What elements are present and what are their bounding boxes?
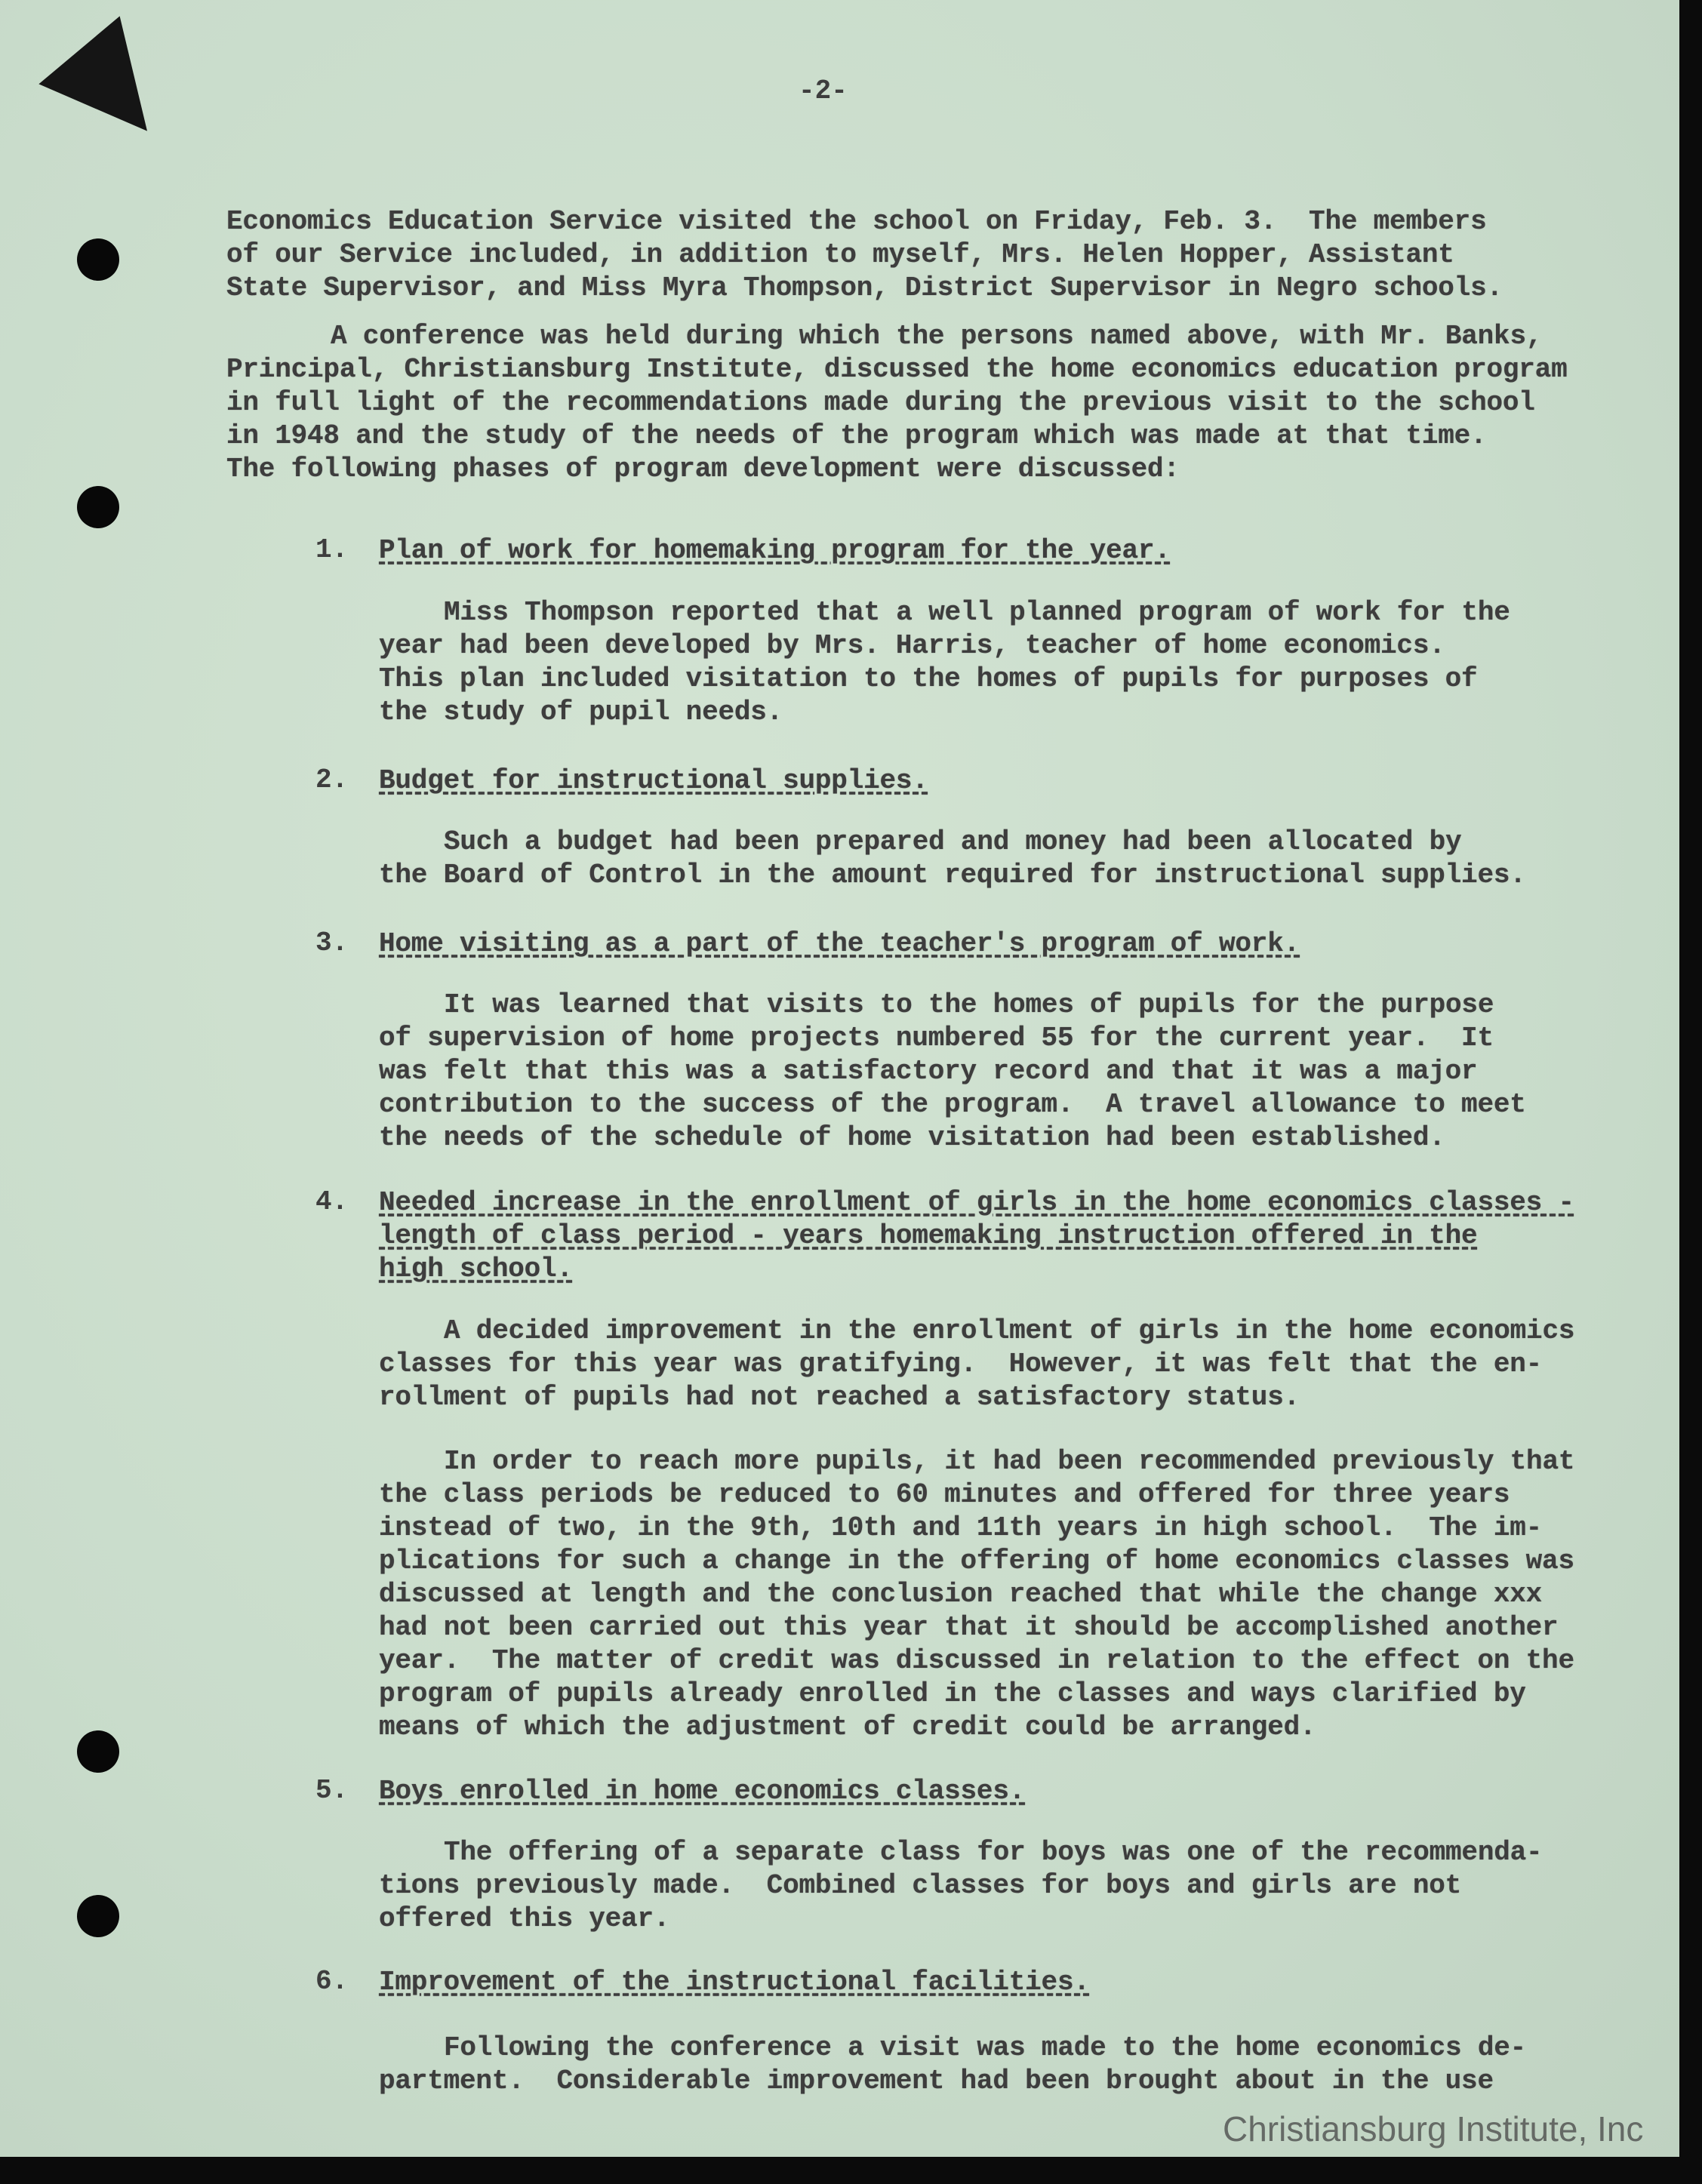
text-line: year. The matter of credit was discussed in relation to the effect on the — [379, 1645, 1574, 1676]
paragraph-intro — [226, 205, 1503, 305]
item-number: 1. — [315, 534, 349, 565]
text-line: instead of two, in the 9th, 10th and 11th years in high school. The im- — [379, 1512, 1543, 1543]
text-line: had not been carried out this year that it should be accomplished another — [379, 1612, 1559, 1643]
text-line: the class periods be reduced to 60 minutes and offered for three years — [379, 1479, 1510, 1510]
item-body — [379, 2032, 1526, 2098]
text-line: discussed at length and the conclusion reached that while the change xxx — [379, 1579, 1543, 1610]
text-line: Principal, Christiansburg Institute, discussed the home economics education program — [226, 354, 1568, 385]
text-line: in 1948 and the study of the needs of the program which was made at that time. — [226, 420, 1487, 451]
item-heading — [379, 764, 928, 798]
text-line: Budget for instructional supplies. — [379, 765, 928, 796]
item-body — [379, 1315, 1574, 1414]
text-line: Home visiting as a part of the teacher's program of work. — [379, 928, 1300, 959]
text-line: classes for this year was gratifying. However, it was felt that the en- — [379, 1349, 1543, 1380]
text-line: Plan of work for homemaking program for the year. — [379, 535, 1171, 566]
item-heading — [379, 927, 1300, 961]
text-line: The offering of a separate class for boys was one of the recommenda- — [444, 1837, 1543, 1868]
text-line: contribution to the success of the program. A travel allowance to meet — [379, 1089, 1526, 1120]
text-line: offered this year. — [379, 1903, 670, 1934]
item-number: 4. — [315, 1186, 349, 1217]
item-heading — [379, 534, 1171, 568]
text-line: In order to reach more pupils, it had been recommended previously that — [444, 1446, 1575, 1477]
text-line: the needs of the schedule of home visitation had been established. — [379, 1122, 1445, 1153]
text-line: of our Service included, in addition to myself, Mrs. Helen Hopper, Assistant — [226, 239, 1454, 270]
text-line: Miss Thompson reported that a well planned program of work for the — [444, 597, 1510, 628]
text-line: year had been developed by Mrs. Harris, teacher of home economics. — [379, 630, 1445, 661]
page-number: -2- — [799, 75, 848, 106]
text-line: means of which the adjustment of credit could be arranged. — [379, 1712, 1316, 1743]
punch-hole — [77, 1730, 119, 1773]
text-line: Such a budget had been prepared and money had been allocated by — [444, 826, 1462, 857]
punch-hole — [77, 1895, 119, 1937]
item-number: 2. — [315, 764, 349, 795]
text-line: high school. — [379, 1253, 573, 1284]
text-line: The following phases of program development were discussed: — [226, 454, 1180, 484]
text-line: of supervision of home projects numbered 55 for the current year. It — [379, 1023, 1494, 1054]
item-heading — [379, 1966, 1090, 1999]
item-heading — [379, 1186, 1574, 1286]
paragraph-conference — [226, 320, 1568, 486]
text-line: length of class period - years homemaking instruction offered in the — [379, 1220, 1478, 1251]
text-line: Following the conference a visit was made to the home economics de- — [444, 2032, 1527, 2063]
text-line: in full light of the recommendations made during the previous visit to the school — [226, 387, 1535, 418]
item-body — [379, 1445, 1574, 1744]
item-body — [379, 826, 1526, 892]
item-number: 6. — [315, 1966, 349, 1997]
item-body — [379, 1836, 1542, 1936]
text-line: State Supervisor, and Miss Myra Thompson, District Supervisor in Negro schools. — [226, 272, 1503, 303]
text-line: This plan included visitation to the homes of pupils for purposes of — [379, 663, 1478, 694]
text-line: A decided improvement in the enrollment of girls in the home economics — [444, 1315, 1575, 1346]
text-line: tions previously made. Combined classes for boys and girls are not — [379, 1870, 1462, 1901]
item-heading — [379, 1775, 1025, 1808]
item-body — [379, 596, 1510, 729]
text-line: Improvement of the instructional facilities. — [379, 1967, 1090, 1998]
text-line: the Board of Control in the amount required for instructional supplies. — [379, 860, 1526, 891]
text-line: A conference was held during which the persons named above, with Mr. Banks, — [331, 321, 1543, 352]
punch-hole — [77, 238, 119, 281]
text-line: partment. Considerable improvement had been brought about in the use — [379, 2066, 1494, 2096]
item-body — [379, 989, 1526, 1155]
text-line: plications for such a change in the offering of home economics classes was — [379, 1546, 1574, 1576]
watermark: Christiansburg Institute, Inc — [1223, 2109, 1644, 2149]
text-line: the study of pupil needs. — [379, 697, 783, 727]
item-number: 3. — [315, 927, 349, 958]
text-line: was felt that this was a satisfactory record and that it was a major — [379, 1056, 1478, 1087]
text-line: It was learned that visits to the homes of pupils for the purpose — [444, 989, 1494, 1020]
text-line: Economics Education Service visited the school on Friday, Feb. 3. The members — [226, 206, 1487, 237]
item-number: 5. — [315, 1775, 349, 1806]
text-line: Needed increase in the enrollment of girls in the home economics classes - — [379, 1187, 1574, 1218]
text-line: rollment of pupils had not reached a satisfactory status. — [379, 1382, 1300, 1413]
torn-corner — [38, 16, 187, 165]
punch-hole — [77, 486, 119, 528]
text-line: Boys enrolled in home economics classes. — [379, 1776, 1026, 1807]
text-line: program of pupils already enrolled in the classes and ways clarified by — [379, 1678, 1526, 1709]
